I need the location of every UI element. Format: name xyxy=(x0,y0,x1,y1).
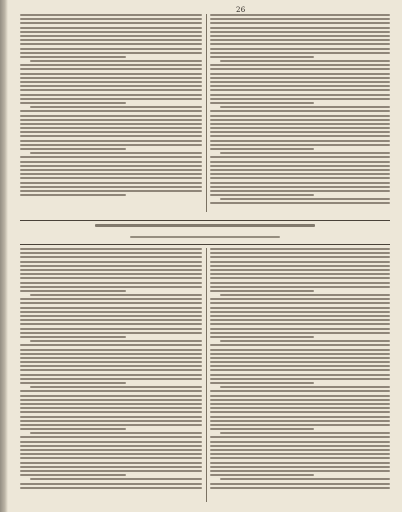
text-line-placeholder xyxy=(210,48,390,50)
text-line-placeholder xyxy=(20,436,202,438)
text-line-placeholder xyxy=(210,169,390,171)
text-line-placeholder xyxy=(210,382,314,384)
text-line-placeholder xyxy=(20,77,202,79)
text-line-placeholder xyxy=(20,110,202,112)
text-line-placeholder xyxy=(210,52,390,54)
text-line-placeholder xyxy=(210,353,390,355)
text-line-placeholder xyxy=(210,449,390,451)
text-line-placeholder xyxy=(20,165,202,167)
text-line-placeholder xyxy=(210,265,390,267)
text-line-placeholder xyxy=(210,487,390,489)
text-line-placeholder xyxy=(210,27,390,29)
text-line-placeholder xyxy=(20,424,202,426)
text-line-placeholder xyxy=(210,369,390,371)
text-line-placeholder xyxy=(210,282,390,284)
article-column-left-bottom xyxy=(20,248,202,502)
text-line-placeholder xyxy=(210,186,390,188)
text-line-placeholder xyxy=(30,106,202,108)
text-line-placeholder xyxy=(20,399,202,401)
text-line-placeholder xyxy=(20,323,202,325)
text-line-placeholder xyxy=(20,31,202,33)
text-line-placeholder xyxy=(20,290,126,292)
text-line-placeholder xyxy=(210,144,390,146)
text-line-placeholder xyxy=(20,390,202,392)
text-line-placeholder xyxy=(210,31,390,33)
text-line-placeholder xyxy=(20,56,126,58)
text-line-placeholder xyxy=(210,173,390,175)
text-line-placeholder xyxy=(210,127,390,129)
text-line-placeholder xyxy=(20,336,126,338)
binding-shadow xyxy=(0,0,8,512)
text-line-placeholder xyxy=(210,18,390,20)
text-line-placeholder xyxy=(210,319,390,321)
article-byline-placeholder xyxy=(20,236,390,238)
text-line-placeholder xyxy=(210,453,390,455)
text-line-placeholder xyxy=(210,131,390,133)
text-line-placeholder xyxy=(220,478,390,480)
text-line-placeholder xyxy=(210,102,314,104)
text-line-placeholder xyxy=(210,22,390,24)
text-line-placeholder xyxy=(30,152,202,154)
text-line-placeholder xyxy=(20,357,202,359)
text-line-placeholder xyxy=(20,416,202,418)
text-line-placeholder xyxy=(210,374,390,376)
text-line-placeholder xyxy=(20,395,202,397)
text-line-placeholder xyxy=(210,395,390,397)
text-line-placeholder xyxy=(20,449,202,451)
text-line-placeholder xyxy=(20,269,202,271)
text-line-placeholder xyxy=(220,152,390,154)
article-title-placeholder xyxy=(20,224,390,234)
text-line-placeholder xyxy=(210,483,390,485)
text-line-placeholder xyxy=(20,361,202,363)
text-line-placeholder xyxy=(30,478,202,480)
column-divider-top xyxy=(206,14,207,212)
page-number: 26 xyxy=(236,6,246,14)
text-line-placeholder xyxy=(20,441,202,443)
text-line-placeholder xyxy=(20,256,202,258)
text-line-placeholder xyxy=(210,81,390,83)
text-line-placeholder xyxy=(210,269,390,271)
text-line-placeholder xyxy=(210,161,390,163)
text-line-placeholder xyxy=(20,286,202,288)
text-line-placeholder xyxy=(210,68,390,70)
text-line-placeholder xyxy=(20,420,202,422)
article-column-right-bottom xyxy=(210,248,390,502)
text-line-placeholder xyxy=(210,474,314,476)
text-line-placeholder xyxy=(210,307,390,309)
text-line-placeholder xyxy=(210,194,314,196)
text-line-placeholder xyxy=(210,110,390,112)
text-line-placeholder xyxy=(20,252,202,254)
article-column-right-top xyxy=(210,14,390,212)
text-line-placeholder xyxy=(210,344,390,346)
text-line-placeholder xyxy=(210,14,390,16)
text-line-placeholder xyxy=(210,115,390,117)
text-line-placeholder xyxy=(20,186,202,188)
text-line-placeholder xyxy=(210,156,390,158)
text-line-placeholder xyxy=(20,315,202,317)
text-line-placeholder xyxy=(20,382,126,384)
text-line-placeholder xyxy=(220,432,390,434)
text-line-placeholder xyxy=(210,470,390,472)
text-line-placeholder xyxy=(20,466,202,468)
text-line-placeholder xyxy=(210,135,390,137)
text-line-placeholder xyxy=(220,386,390,388)
text-line-placeholder xyxy=(20,353,202,355)
text-line-placeholder xyxy=(20,328,202,330)
text-line-placeholder xyxy=(20,311,202,313)
text-line-placeholder xyxy=(20,261,202,263)
text-line-placeholder xyxy=(210,290,314,292)
text-line-placeholder xyxy=(20,457,202,459)
text-line-placeholder xyxy=(220,198,390,200)
text-line-placeholder xyxy=(220,340,390,342)
text-line-placeholder xyxy=(210,416,390,418)
text-line-placeholder xyxy=(210,140,390,142)
text-line-placeholder xyxy=(20,177,202,179)
text-line-placeholder xyxy=(210,273,390,275)
text-line-placeholder xyxy=(20,14,202,16)
text-line-placeholder xyxy=(20,102,126,104)
text-line-placeholder xyxy=(210,119,390,121)
text-line-placeholder xyxy=(210,302,390,304)
text-line-placeholder xyxy=(220,60,390,62)
text-line-placeholder xyxy=(20,349,202,351)
text-line-placeholder xyxy=(210,328,390,330)
text-line-placeholder xyxy=(20,27,202,29)
text-line-placeholder xyxy=(210,390,390,392)
text-line-placeholder xyxy=(210,357,390,359)
text-line-placeholder xyxy=(20,48,202,50)
text-line-placeholder xyxy=(210,424,390,426)
text-line-placeholder xyxy=(210,298,390,300)
text-line-placeholder xyxy=(20,248,202,250)
text-line-placeholder xyxy=(20,378,202,380)
text-line-placeholder xyxy=(20,123,202,125)
text-line-placeholder xyxy=(20,369,202,371)
text-line-placeholder xyxy=(20,265,202,267)
text-line-placeholder xyxy=(20,144,202,146)
text-line-placeholder xyxy=(20,302,202,304)
text-line-placeholder xyxy=(210,98,390,100)
text-line-placeholder xyxy=(210,190,390,192)
section-rule-top xyxy=(20,220,390,221)
text-line-placeholder xyxy=(20,194,126,196)
text-line-placeholder xyxy=(20,73,202,75)
text-line-placeholder xyxy=(30,294,202,296)
text-line-placeholder xyxy=(210,252,390,254)
text-line-placeholder xyxy=(30,432,202,434)
text-line-placeholder xyxy=(20,407,202,409)
text-line-placeholder xyxy=(210,202,390,204)
text-line-placeholder xyxy=(20,161,202,163)
text-line-placeholder xyxy=(20,119,202,121)
text-line-placeholder xyxy=(20,474,126,476)
text-line-placeholder xyxy=(20,273,202,275)
text-line-placeholder xyxy=(20,277,202,279)
text-line-placeholder xyxy=(210,39,390,41)
text-line-placeholder xyxy=(20,374,202,376)
text-line-placeholder xyxy=(210,165,390,167)
text-line-placeholder xyxy=(210,332,390,334)
text-line-placeholder xyxy=(210,399,390,401)
text-line-placeholder xyxy=(20,131,202,133)
text-line-placeholder xyxy=(20,182,202,184)
section-rule-bottom xyxy=(20,244,390,245)
text-line-placeholder xyxy=(20,190,202,192)
text-line-placeholder xyxy=(210,256,390,258)
text-line-placeholder xyxy=(210,248,390,250)
text-line-placeholder xyxy=(20,156,202,158)
text-line-placeholder xyxy=(20,135,202,137)
text-line-placeholder xyxy=(20,18,202,20)
text-line-placeholder xyxy=(210,123,390,125)
text-line-placeholder xyxy=(20,411,202,413)
text-line-placeholder xyxy=(20,470,202,472)
text-line-placeholder xyxy=(210,43,390,45)
article-column-left-top xyxy=(20,14,202,204)
text-line-placeholder xyxy=(210,56,314,58)
text-line-placeholder xyxy=(220,294,390,296)
text-line-placeholder xyxy=(20,365,202,367)
text-line-placeholder xyxy=(210,261,390,263)
text-line-placeholder xyxy=(220,106,390,108)
text-line-placeholder xyxy=(20,462,202,464)
text-line-placeholder xyxy=(210,323,390,325)
text-line-placeholder xyxy=(20,148,126,150)
text-line-placeholder xyxy=(20,35,202,37)
text-line-placeholder xyxy=(210,361,390,363)
text-line-placeholder xyxy=(210,89,390,91)
text-line-placeholder xyxy=(20,453,202,455)
text-line-placeholder xyxy=(210,177,390,179)
text-line-placeholder xyxy=(210,336,314,338)
text-line-placeholder xyxy=(20,282,202,284)
text-line-placeholder xyxy=(20,403,202,405)
text-line-placeholder xyxy=(210,85,390,87)
text-line-placeholder xyxy=(20,483,202,485)
text-line-placeholder xyxy=(20,98,202,100)
text-line-placeholder xyxy=(20,39,202,41)
text-line-placeholder xyxy=(30,386,202,388)
text-line-placeholder xyxy=(20,81,202,83)
text-line-placeholder xyxy=(210,445,390,447)
text-line-placeholder xyxy=(20,169,202,171)
text-line-placeholder xyxy=(210,403,390,405)
text-line-placeholder xyxy=(20,94,202,96)
text-line-placeholder xyxy=(30,60,202,62)
text-line-placeholder xyxy=(210,286,390,288)
text-line-placeholder xyxy=(20,319,202,321)
text-line-placeholder xyxy=(210,420,390,422)
text-line-placeholder xyxy=(210,407,390,409)
text-line-placeholder xyxy=(210,436,390,438)
text-line-placeholder xyxy=(210,428,314,430)
text-line-placeholder xyxy=(210,77,390,79)
text-line-placeholder xyxy=(20,127,202,129)
text-line-placeholder xyxy=(210,148,314,150)
text-line-placeholder xyxy=(20,332,202,334)
text-line-placeholder xyxy=(210,64,390,66)
text-line-placeholder xyxy=(20,22,202,24)
text-line-placeholder xyxy=(210,94,390,96)
text-line-placeholder xyxy=(20,68,202,70)
text-line-placeholder xyxy=(20,115,202,117)
text-line-placeholder xyxy=(20,344,202,346)
text-line-placeholder xyxy=(20,52,202,54)
text-line-placeholder xyxy=(210,466,390,468)
text-line-placeholder xyxy=(20,445,202,447)
text-line-placeholder xyxy=(20,428,126,430)
text-line-placeholder xyxy=(210,457,390,459)
text-line-placeholder xyxy=(20,85,202,87)
text-line-placeholder xyxy=(210,411,390,413)
text-line-placeholder xyxy=(20,307,202,309)
text-line-placeholder xyxy=(20,64,202,66)
text-line-placeholder xyxy=(20,173,202,175)
text-line-placeholder xyxy=(20,487,202,489)
text-line-placeholder xyxy=(20,298,202,300)
text-line-placeholder xyxy=(210,365,390,367)
text-line-placeholder xyxy=(210,311,390,313)
text-line-placeholder xyxy=(210,277,390,279)
text-line-placeholder xyxy=(210,315,390,317)
text-line-placeholder xyxy=(210,462,390,464)
text-line-placeholder xyxy=(20,89,202,91)
text-line-placeholder xyxy=(210,35,390,37)
text-line-placeholder xyxy=(210,441,390,443)
column-divider-bottom xyxy=(206,248,207,502)
text-line-placeholder xyxy=(210,73,390,75)
text-line-placeholder xyxy=(20,43,202,45)
text-line-placeholder xyxy=(30,340,202,342)
text-line-placeholder xyxy=(210,182,390,184)
text-line-placeholder xyxy=(20,140,202,142)
text-line-placeholder xyxy=(210,349,390,351)
text-line-placeholder xyxy=(210,378,390,380)
